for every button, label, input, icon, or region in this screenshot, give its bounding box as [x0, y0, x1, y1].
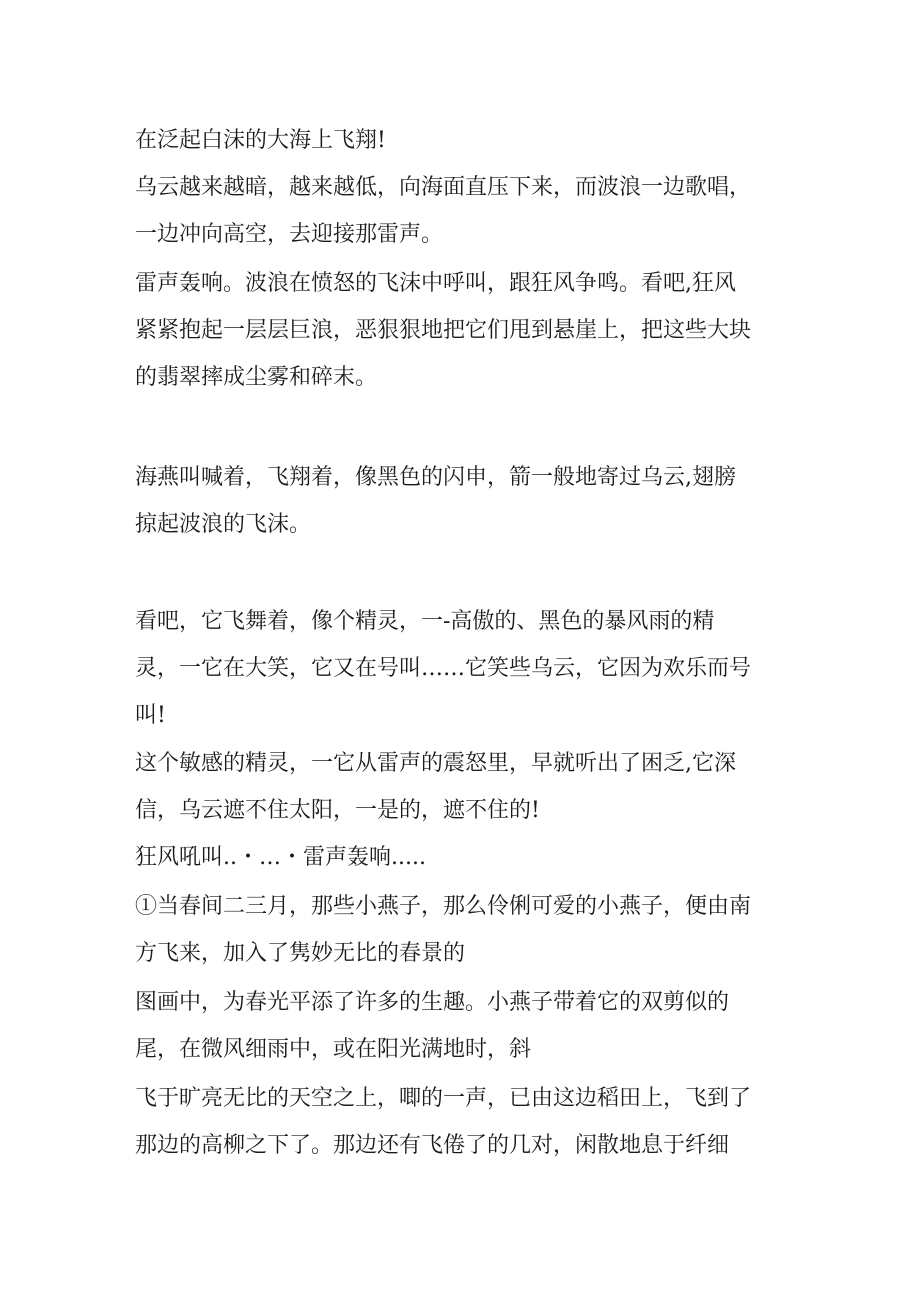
text-line: 在泛起白沫的大海上飞翔! — [135, 128, 386, 153]
text-line: 雷声轰响。波浪在愤怒的飞沫中呼叫，跟狂风争鸣。看吧,狂风 — [135, 271, 736, 296]
text-line: 的翡翠摔成尘雾和碎末。 — [135, 365, 378, 390]
text-line: 尾，在微风细雨中，或在阳光满地时，斜 — [135, 1037, 532, 1062]
text-line: 这个敏感的精灵，一它从雷声的震怒里，早就听出了困乏,它深 — [135, 751, 736, 776]
text-line: 看吧，它飞舞着，像个精灵，一-高傲的、黑色的暴风雨的精 — [135, 609, 715, 634]
text-line: 狂风吼叫..・…・雷声轰响..... — [135, 845, 426, 870]
text-line: 方飞来，加入了隽妙无比的春景的 — [135, 941, 466, 966]
text-line: 掠起波浪的飞沫。 — [135, 512, 312, 537]
text-line: 叫! — [135, 703, 166, 728]
text-line: 乌云越来越暗，越来越低，向海面直压下来，而波浪一边歌唱， — [135, 175, 752, 200]
text-line: 一边冲向高空，去迎接那雷声。 — [135, 222, 444, 247]
text-line: ①当春间二三月，那些小燕子，那么伶俐可爱的小燕子，便由南 — [135, 894, 752, 919]
text-line: 信，乌云遮不住太阳，一是的，遮不住的! — [135, 798, 540, 823]
text-line: 灵，一它在大笑，它又在号叫……它笑些乌云，它因为欢乐而号 — [135, 656, 752, 681]
text-line: 飞于旷亮无比的天空之上，唧的一声，已由这边稻田上，飞到了 — [135, 1086, 752, 1111]
text-line: 图画中，为春光平添了许多的生趣。小燕子带着它的双剪似的 — [135, 990, 730, 1015]
text-line: 紧紧抱起一层层巨浪，恶狠狠地把它们甩到悬崖上，把这些大块 — [135, 318, 752, 343]
text-line: 那边的高柳之下了。那边还有飞倦了的几对，闲散地息于纤细 — [135, 1133, 730, 1158]
text-line: 海燕叫喊着，飞翔着，像黑色的闪申，箭一般地寄过乌云,翅膀 — [135, 465, 736, 490]
